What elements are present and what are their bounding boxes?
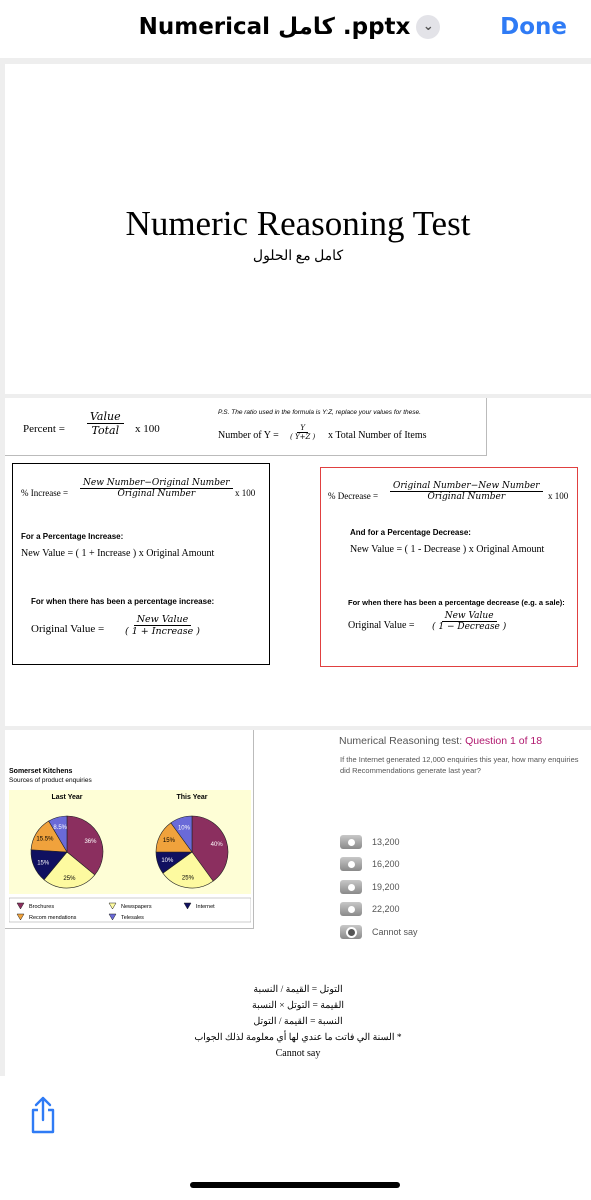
decrease-original-numerator: New Value xyxy=(442,611,497,622)
ny-denominator: ( Y+Z ) xyxy=(290,433,316,442)
legend-label: Telesales xyxy=(121,915,144,921)
decrease-formula: New Value = ( 1 - Decrease ) x Original Amount xyxy=(350,544,545,555)
answer-option-label: 22,200 xyxy=(372,904,400,914)
decrease-heading: And for a Percentage Decrease: xyxy=(350,528,471,537)
top-bar xyxy=(0,0,591,58)
notes-block xyxy=(5,982,591,1062)
slide-3 xyxy=(5,730,591,1076)
question-number: Question 1 of 18 xyxy=(465,735,543,747)
share-icon[interactable] xyxy=(28,1096,58,1134)
pie-slice-label: 25% xyxy=(63,875,76,882)
question-title xyxy=(339,735,542,747)
decrease-original-fraction xyxy=(429,611,509,632)
decrease-heading-2: For when there has been a percentage decrease (e.g. a sale): xyxy=(348,598,565,607)
note-3: النسبة = القيمة / التوتل xyxy=(253,1017,343,1027)
decrease-multiplier: x 100 xyxy=(548,491,569,501)
slide-title: Numeric Reasoning Test xyxy=(125,204,471,243)
answer-option-label: Cannot say xyxy=(372,927,418,937)
ny-numerator: Y xyxy=(297,424,308,433)
note-1: التوتل = القيمة / النسبة xyxy=(253,985,343,995)
pie-slice-label: 15% xyxy=(162,838,175,845)
increase-label: % Increase = xyxy=(21,488,69,498)
pie-slice-label: 40% xyxy=(210,841,223,848)
radio-button[interactable] xyxy=(340,902,362,916)
radio-dot xyxy=(348,906,355,913)
radio-dot xyxy=(348,884,355,891)
pie-chart xyxy=(9,790,251,930)
decrease-denominator: Original Number xyxy=(427,492,506,502)
slide-viewer[interactable] xyxy=(0,58,591,1076)
answer-text: Cannot say xyxy=(275,1048,321,1059)
pie-series-title: This Year xyxy=(176,794,208,801)
radio-button[interactable] xyxy=(340,857,362,871)
legend-label: Newspapers xyxy=(121,904,152,910)
radio-dot xyxy=(348,861,355,868)
document-title: Numerical كامل .pptx xyxy=(138,14,411,40)
pie-slice-label: 25% xyxy=(181,875,194,882)
decrease-fraction xyxy=(390,481,543,502)
chart-subtitle: Sources of product enquiries xyxy=(9,777,92,784)
answer-option[interactable] xyxy=(340,925,418,939)
pie-series-title: Last Year xyxy=(51,794,83,801)
chart-title: Somerset Kitchens xyxy=(9,768,73,775)
number-of-y-label: Number of Y = xyxy=(218,430,279,441)
slide-1 xyxy=(5,64,591,394)
slide-subtitle: كامل مع الحلول xyxy=(252,249,344,264)
note-4: السنة الي فاتت ما عندي لها أي معلومة لذلك الجواب * xyxy=(194,1033,402,1043)
increase-denominator: Original Number xyxy=(117,489,196,499)
radio-button[interactable] xyxy=(340,835,362,849)
chevron-down-icon[interactable]: ⌄ xyxy=(416,15,440,39)
answer-option[interactable] xyxy=(340,857,400,871)
number-of-y-fraction xyxy=(287,424,318,442)
decrease-original-label: Original Value = xyxy=(348,620,415,631)
increase-numerator: New Number−Original Number xyxy=(80,478,233,489)
formula-strip xyxy=(5,398,487,456)
pie-slice-label: 8.5% xyxy=(53,824,68,831)
increase-heading: For a Percentage Increase: xyxy=(21,532,124,541)
pie-slice-label: 15.5% xyxy=(36,836,54,843)
pie-slice-label: 10% xyxy=(161,858,174,865)
radio-dot xyxy=(348,929,355,936)
note-2: القيمة = التوتل × النسبة xyxy=(252,1001,344,1011)
radio-dot xyxy=(348,839,355,846)
answer-option-label: 13,200 xyxy=(372,837,400,847)
increase-original-denominator: ( 1 + Increase ) xyxy=(125,626,201,637)
increase-heading-2: For when there has been a percentage increase: xyxy=(31,597,215,606)
increase-multiplier: x 100 xyxy=(235,488,256,498)
question-title-prefix: Numerical Reasoning test: xyxy=(339,735,466,747)
radio-button[interactable] xyxy=(340,880,362,894)
legend-label: Brochures xyxy=(29,904,55,910)
answer-option[interactable] xyxy=(340,880,400,894)
radio-button[interactable] xyxy=(340,925,362,939)
percent-denominator: Total xyxy=(91,424,120,437)
answer-option-label: 19,200 xyxy=(372,882,400,892)
home-indicator xyxy=(190,1182,400,1188)
percent-numerator: Value xyxy=(87,410,124,424)
decrease-original-denominator: ( 1 − Decrease ) xyxy=(432,622,507,632)
pie-slice-label: 36% xyxy=(84,838,97,845)
decrease-numerator: Original Number−New Number xyxy=(390,481,543,492)
percent-label: Percent = xyxy=(23,423,65,435)
percent-fraction xyxy=(87,410,124,437)
decrease-label: % Decrease = xyxy=(328,491,379,501)
slide-2 xyxy=(5,398,591,726)
increase-original-label: Original Value = xyxy=(31,623,105,635)
pie-slice-label: 15% xyxy=(37,860,50,867)
question-text: If the Internet generated 12,000 enquiries this year, how many enquiries did Recommendations generate last year? xyxy=(340,755,579,775)
percent-multiplier: x 100 xyxy=(135,423,160,435)
answer-option[interactable] xyxy=(340,835,400,849)
increase-fraction xyxy=(80,478,233,499)
answer-option[interactable] xyxy=(340,902,400,916)
ps-note: P.S. The ratio used in the formula is Y:Z, replace your values for these. xyxy=(218,409,421,416)
increase-formula: New Value = ( 1 + Increase ) x Original Amount xyxy=(21,548,215,559)
legend-label: Internet xyxy=(196,904,215,910)
pie-slice-label: 10% xyxy=(177,825,190,832)
number-of-y-tail: x Total Number of Items xyxy=(328,430,427,441)
answer-option-label: 16,200 xyxy=(372,859,400,869)
increase-original-fraction xyxy=(122,614,203,637)
done-button[interactable]: Done xyxy=(500,14,567,40)
increase-original-numerator: New Value xyxy=(134,614,192,626)
legend-label: Recom mendations xyxy=(29,915,77,921)
